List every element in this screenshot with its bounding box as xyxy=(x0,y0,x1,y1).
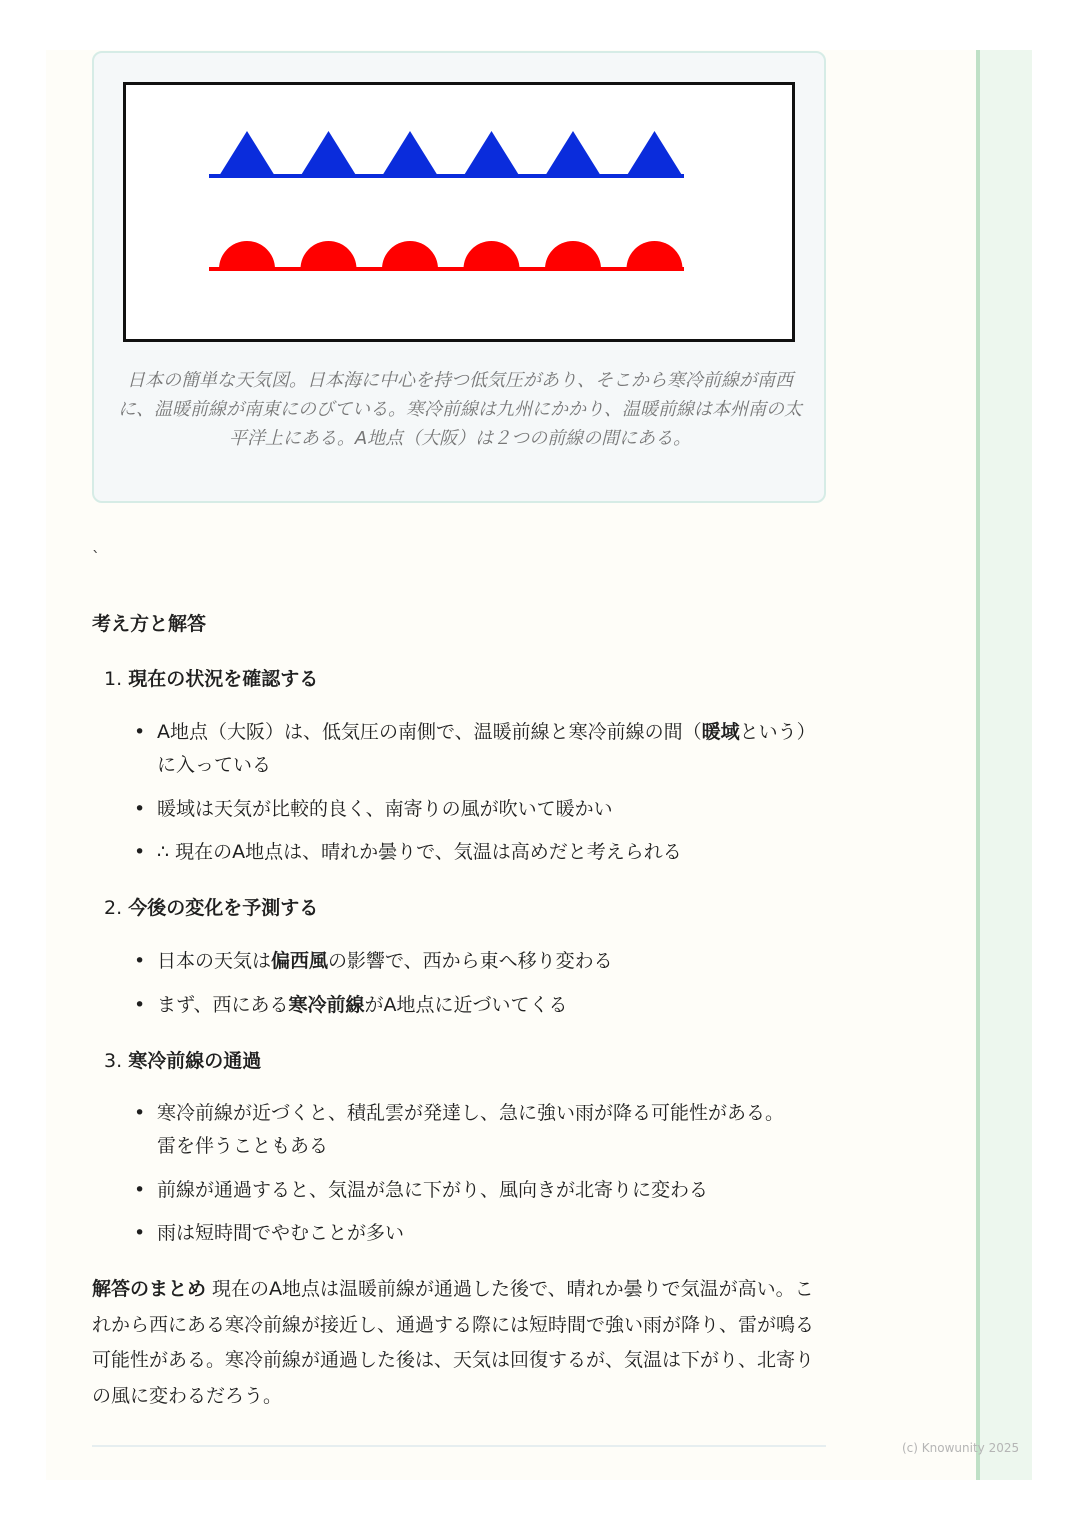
list-item xyxy=(134,1097,794,1163)
bullet-text: ∴ 現在のA地点は、晴れか曇りで、気温は高めだと考えられる xyxy=(157,841,682,863)
step-3-heading xyxy=(104,1046,261,1073)
cold-front-symbol xyxy=(209,131,684,176)
summary-text: 現在のA地点は温暖前線が通過した後で、晴れか曇りで気温が高い。これから西にある寒冷前線が接近し、通過する際には短時間で強い雨が降り、雷が鳴る可能性がある。寒冷前線が通過した後は、天気は回復するが、気温は下がり、北寄りの風に変わるだろう。 xyxy=(92,1278,815,1407)
list-item xyxy=(134,793,824,826)
cold-front-triangle xyxy=(219,131,275,176)
bullet-dot: • xyxy=(134,1102,146,1124)
warm-front-semicircle xyxy=(382,241,438,269)
step-number: 2. xyxy=(104,897,123,919)
bullet-text: 暖域は天気が比較的良く、南寄りの風が吹いて暖かい xyxy=(157,798,613,820)
bullet-text: まず、西にある xyxy=(157,994,289,1016)
bullet-text: という）に入っている xyxy=(157,721,816,776)
cold-front-triangle xyxy=(545,131,601,176)
bullet-text: 日本の天気は xyxy=(157,950,272,972)
bullet-keyword: 暖域 xyxy=(701,721,740,743)
bullet-dot: • xyxy=(134,994,146,1016)
warm-front-semicircle xyxy=(301,241,357,269)
bullet-dot: • xyxy=(134,950,146,972)
warm-front-semicircle xyxy=(464,241,520,269)
step-title: 今後の変化を予測する xyxy=(128,897,319,919)
summary-label: 解答のまとめ xyxy=(92,1278,207,1300)
right-margin-bar xyxy=(976,50,1032,1480)
section-title: 考え方と解答 xyxy=(92,613,207,635)
step-1-heading xyxy=(104,664,318,691)
stray-mark: ` xyxy=(92,548,100,567)
bullet-text: 雨は短時間でやむことが多い xyxy=(157,1222,405,1244)
bullet-text: A地点（大阪）は、低気圧の南側で、温暖前線と寒冷前線の間（ xyxy=(157,721,702,743)
copyright-text: (c) Knowunity 2025 xyxy=(902,1441,1020,1455)
cold-front-triangle xyxy=(464,131,520,176)
list-item xyxy=(134,945,824,978)
bullet-dot: • xyxy=(134,798,146,820)
step-number: 1. xyxy=(104,668,123,690)
step-2-heading xyxy=(104,893,318,920)
list-item xyxy=(134,1217,824,1250)
list-item xyxy=(134,716,824,782)
list-item xyxy=(134,836,824,869)
cold-front-triangle xyxy=(382,131,438,176)
bullet-text: の影響で、西から東へ移り変わる xyxy=(328,950,613,972)
bullet-text: がA地点に近づいてくる xyxy=(364,994,568,1016)
bullet-dot: • xyxy=(134,1222,146,1244)
bullet-text: 前線が通過すると、気温が急に下がり、風向きが北寄りに変わる xyxy=(157,1179,709,1201)
bullet-dot: • xyxy=(134,1179,146,1201)
cold-front-triangle xyxy=(301,131,357,176)
list-item xyxy=(134,989,824,1022)
list-item xyxy=(134,1174,824,1207)
weather-fronts-drawing xyxy=(126,85,792,339)
step-title: 現在の状況を確認する xyxy=(128,668,319,690)
step-number: 3. xyxy=(104,1050,123,1072)
weather-map xyxy=(123,82,795,342)
warm-front-symbol xyxy=(209,241,684,269)
bullet-dot: • xyxy=(134,721,146,743)
bullet-keyword: 偏西風 xyxy=(271,950,329,972)
step-title: 寒冷前線の通過 xyxy=(128,1050,262,1072)
footer-divider xyxy=(92,1445,826,1447)
cold-front-triangle xyxy=(627,131,683,176)
warm-front-semicircle xyxy=(219,241,275,269)
answer-summary xyxy=(92,1272,828,1414)
bullet-dot: • xyxy=(134,841,146,863)
bullet-keyword: 寒冷前線 xyxy=(288,994,365,1016)
warm-front-semicircle xyxy=(545,241,601,269)
warm-front-semicircle xyxy=(627,241,683,269)
bullet-text: 寒冷前線が近づくと、積乱雲が発達し、急に強い雨が降る可能性がある。雷を伴うこともある xyxy=(157,1102,785,1157)
figure-caption: 日本の簡単な天気図。日本海に中心を持つ低気圧があり、そこから寒冷前線が南西に、温暖前線が南東にのびている。寒冷前線は九州にかかり、温暖前線は本州南の太平洋上にある。A地点（大阪）は２つの前線の間にある。 xyxy=(118,370,802,449)
